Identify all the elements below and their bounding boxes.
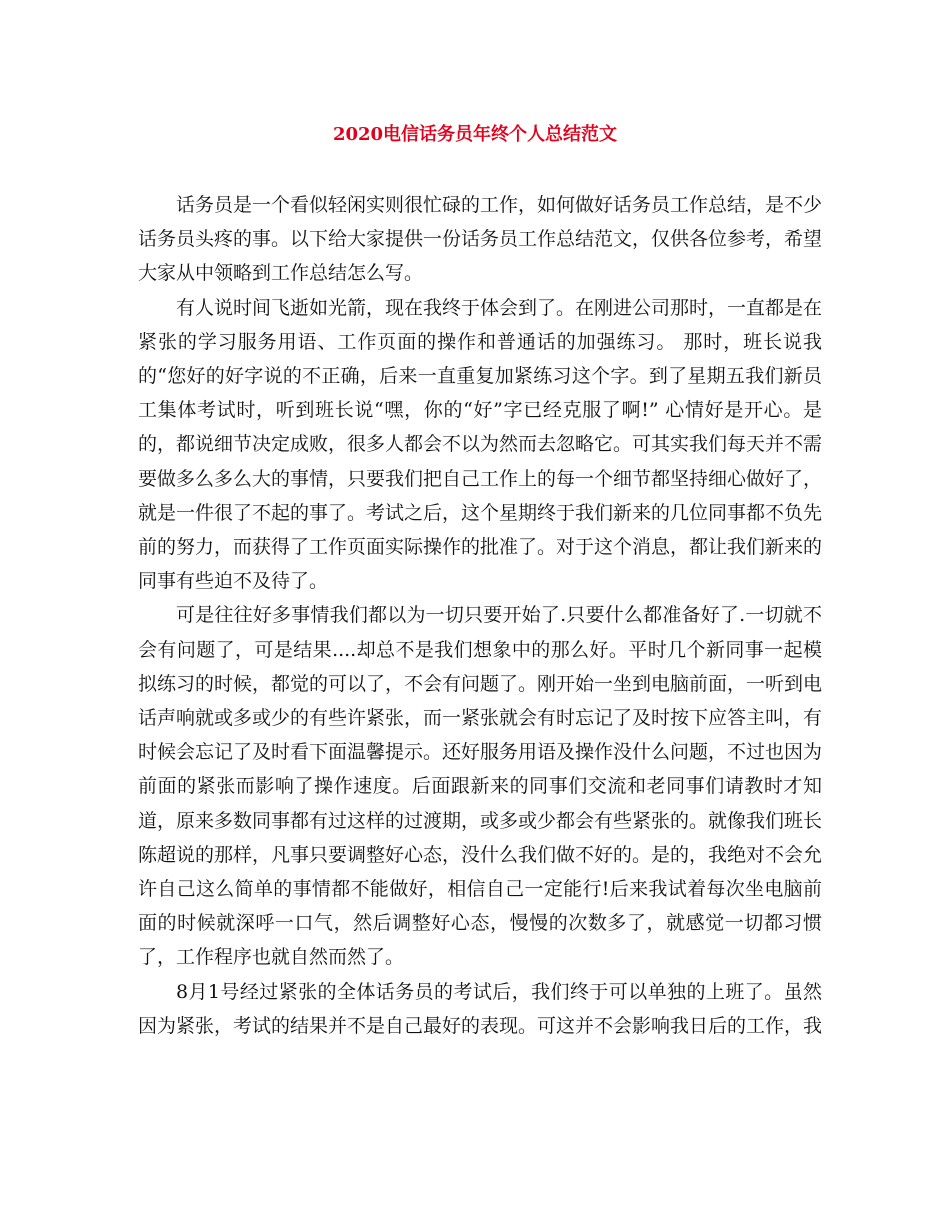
paragraph-nervousness: 可是往往好多事情我们都以为一切只要开始了.只要什么都准备好了.一切就不会有问题了，可是结果....却总不是我们想象中的那么好。平时几个新同事一起模拟练习的时候，都觉的可以了，不会有问题了。刚开始一坐到电脑前面，一听到电话声响就或多或少的有些许紧张，而一紧张就会有时忘记了及时按下应答主叫，有时候会忘记了及时看下面温馨提示。还好服务用语及操作没什么问题，不过也因为前面的紧张而影响了操作速度。后面跟新来的同事们交流和老同事们请教时才知道，原来多数同事都有过这样的过渡期，或多或少都会有些紧张的。就像我们班长陈超说的那样，凡事只要调整好心态，没什么我们做不好的。是的，我绝对不会允许自己这么简单的事情都不能做好，相信自己一定能行!后来我试着每次坐电脑前面的时候就深呼一口气，然后调整好心态，慢慢的次数多了，就感觉一切都习惯了，工作程序也就自然而然了。 — [138, 604, 823, 969]
paragraph-august-exam: 8月1号经过紧张的全体话务员的考试后，我们终于可以单独的上班了。虽然因为紧张，考试的结果并不是自己最好的表现。可这并不会影响我日后的工作，我 — [138, 980, 823, 1037]
paragraph-time-flies: 有人说时间飞逝如光箭，现在我终于体会到了。在刚进公司那时，一直都是在紧张的学习服务用语、工作页面的操作和普通话的加强练习。 那时，班长说我的“您好的好字说的不正确，后来一直重复加紧练习这个字。到了星期五我们新员工集体考试时，听到班长说“嘿，你的“好”字已经克服了啊!” 心情好是开心。是的，都说细节决定成败，很多人都会不以为然而去忽略它。可其实我们每天并不需要做多么多么大的事情，只要我们把自己工作上的每一个细节都坚持细心做好了，就是一件很了不起的事了。考试之后，这个星期终于我们新来的几位同事都不负先前的努力，而获得了工作页面实际操作的批准了。对于这个消息，都让我们新来的同事有些迫不及待了。 — [138, 296, 823, 593]
document-body — [138, 188, 822, 1043]
paragraph-intro: 话务员是一个看似轻闲实则很忙碌的工作，如何做好话务员工作总结，是不少话务员头疼的事。以下给大家提供一份话务员工作总结范文，仅供各位参考，希望大家从中领略到工作总结怎么写。 — [138, 194, 823, 285]
document-title: 2020电信话务员年终个人总结范文 — [332, 124, 618, 145]
